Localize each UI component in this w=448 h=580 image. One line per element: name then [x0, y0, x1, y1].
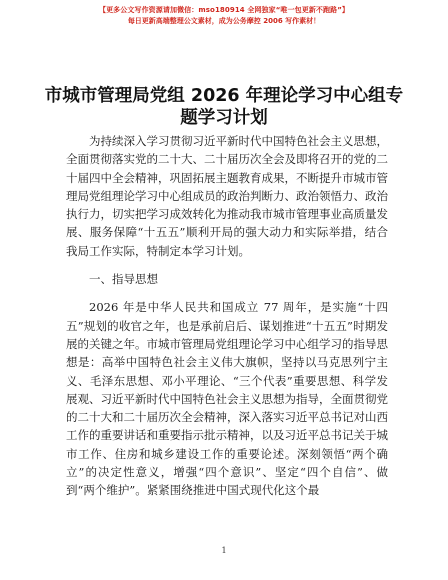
document-body — [66, 132, 388, 500]
banner-line-2: 每日更新高端整理公文素材，成为公务摩控 2006 写作素材！ — [127, 17, 321, 25]
page-number: 1 — [221, 546, 227, 555]
intro-paragraph: 为持续深入学习贯彻习近平新时代中国特色社会主义思想，全面贯彻落实党的二十大、二十届历次全会及即将召开的党的二十届四中全会精神，巩固拓展主题教育成果，不断提升市城市管理局党组理论学习中心组成员的政治判断力、政治领悟力、政治执行力，切实把学习成效转化为推动我市城市管理事业高质量发展、服务保障“十五五”顺利开局的强大动力和实际举措，结合我局工作实际，特制定本学习计划。 — [66, 134, 388, 258]
section-1-paragraph: 2026 年是中华人民共和国成立 77 周年，是实施“十四五”规划的收官之年，也是承前启后、谋划推进“十五五”时期发展的关键之年。市城市管理局党组理论学习中心组学习的指导思想是：高举中国特色社会主义伟大旗帜，坚持以马克思列宁主义、毛泽东思想、邓小平理论、“三个代表”重要思想、科学发展观、习近平新时代中国特色社会主义思想为指导，全面贯彻党的二十大和二十届历次全会精神，深入落实习近平总书记对山西工作的重要讲话和重要指示批示精神，以及习近平总书记关于城市工作、住房和城乡建设工作的重要论述。深刻领悟“两个确立”的决定性意义，增强“四个意识”、坚定“四个自信”、做到“两个维护”。紧紧围绕推进中国式现代化这个最 — [66, 300, 388, 498]
banner-line-1: 【更多公文写作资源请加微信：mso180914 全网独家“唯一包更新不跑路”】 — [98, 6, 350, 14]
document-title: 市城市管理局党组 2026 年理论学习中心组专题学习计划 — [44, 86, 404, 128]
section-1-heading: 一、指导思想 — [89, 272, 158, 287]
promo-banner — [0, 5, 448, 26]
